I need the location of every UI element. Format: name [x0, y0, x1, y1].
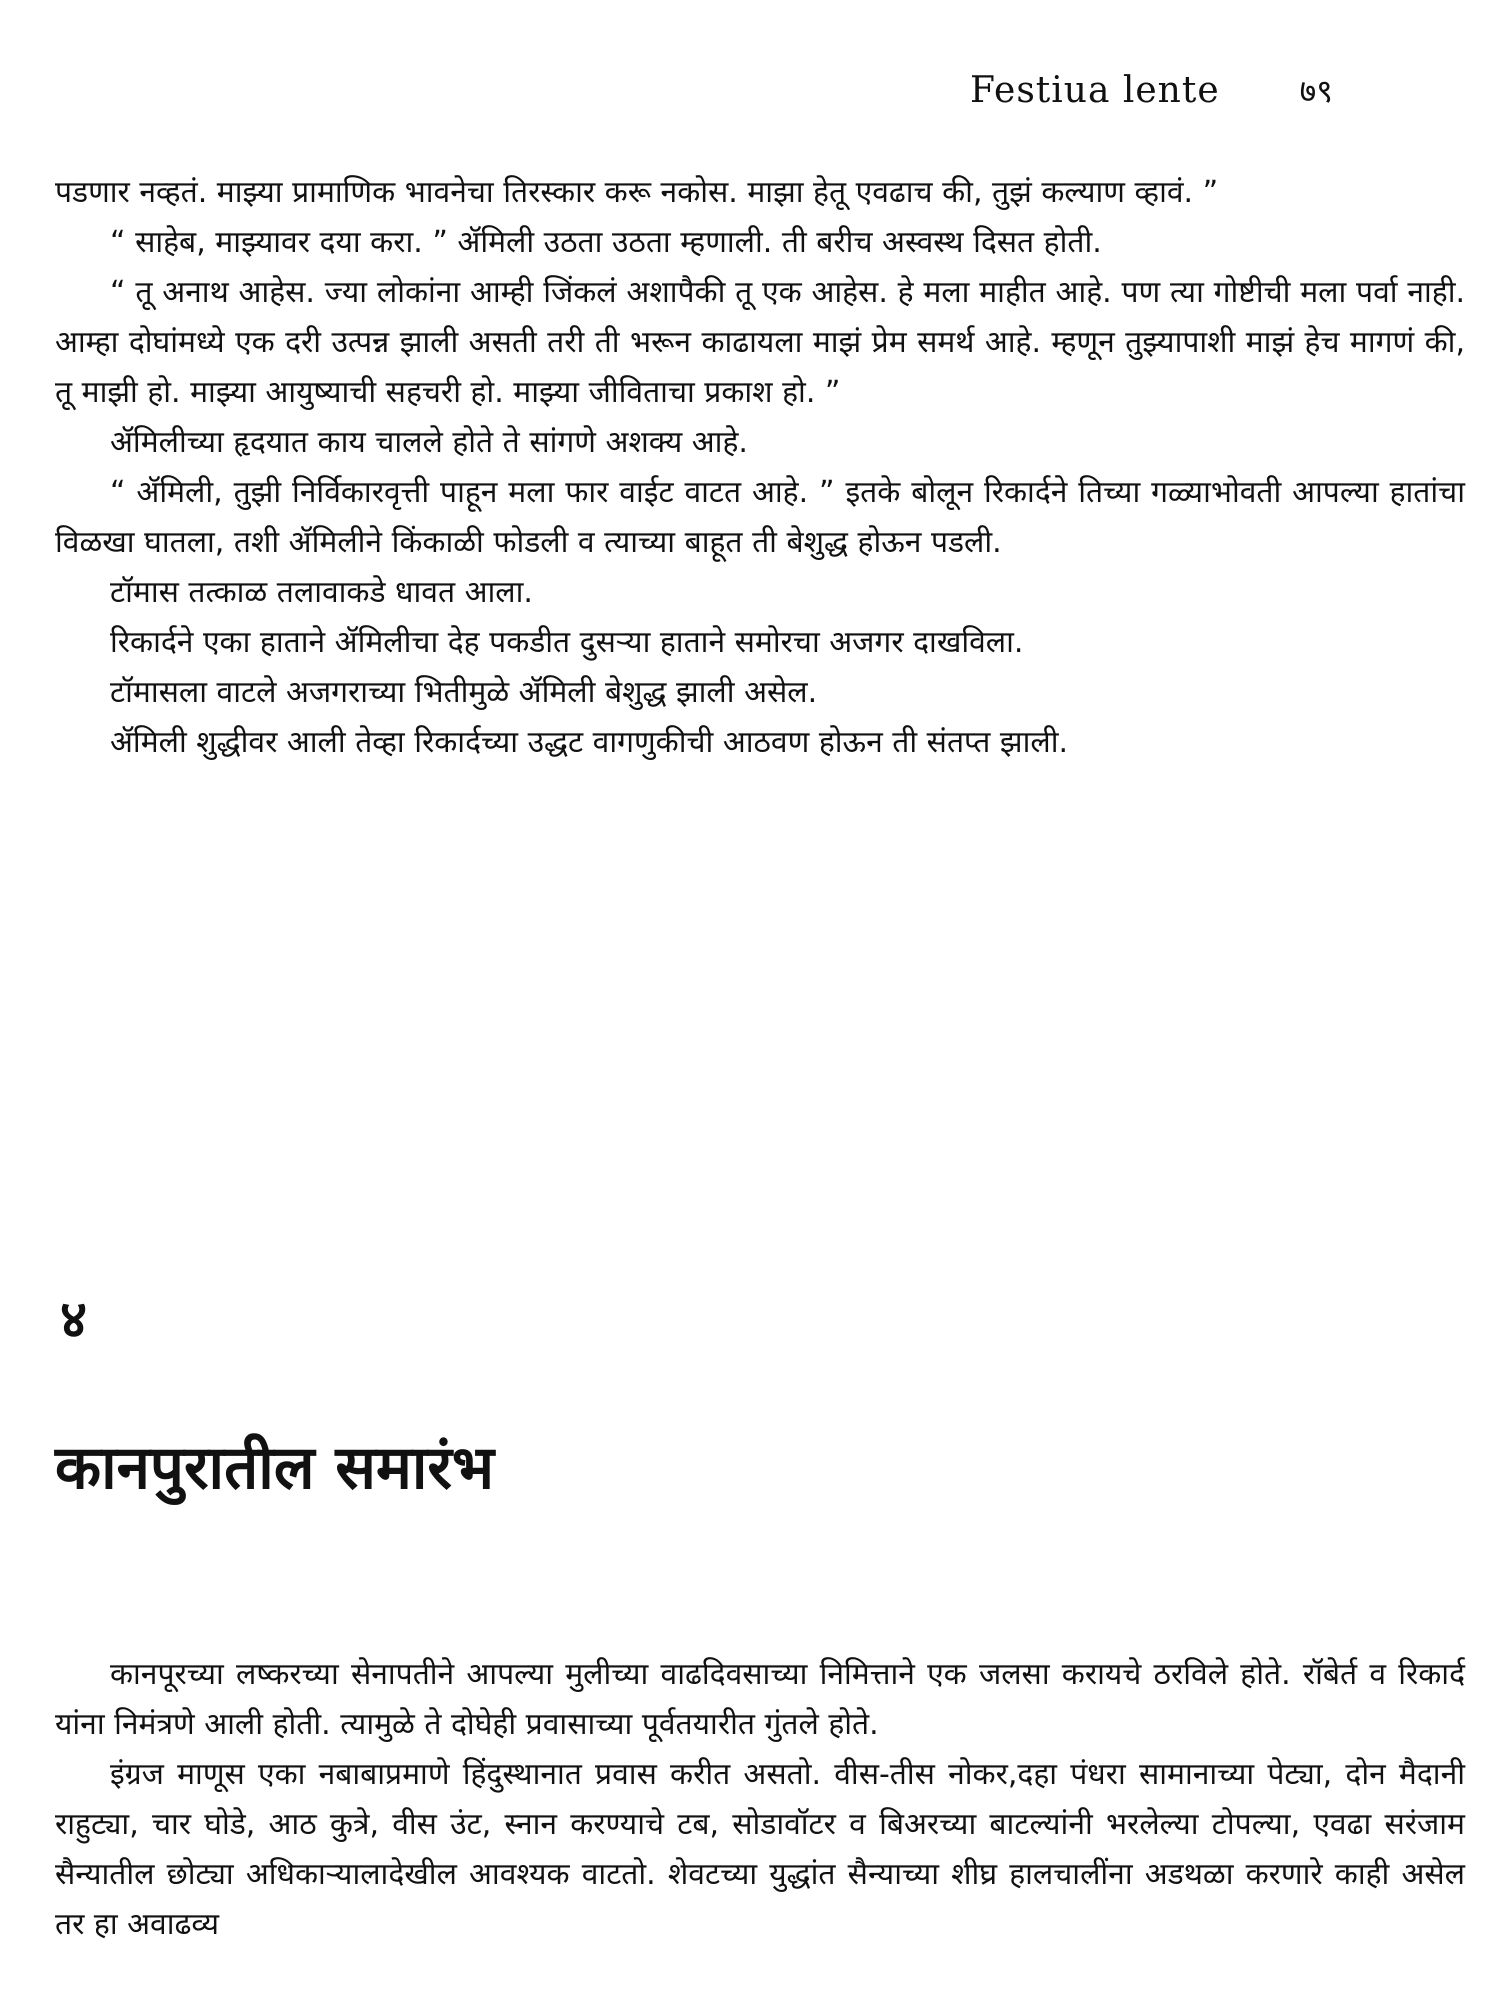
- chapter-4-text: [55, 1650, 1465, 1950]
- paragraph: ॲमिली शुद्धीवर आली तेव्हा रिकार्दच्या उद्धट वागणुकीची आठवण होऊन ती संतप्त झाली.: [110, 725, 1069, 760]
- paragraph: पडणार नव्हतं. माझ्या प्रामाणिक भावनेचा तिरस्कार करू नकोस. माझा हेतू एवढाच की, तुझं कल्याण व्हावं. ”: [55, 175, 1219, 210]
- paragraph: इंग्रज माणूस एका नबाबाप्रमाणे हिंदुस्थानात प्रवास करीत असतो. वीस-तीस नोकर,दहा पंधरा सामानाच्या पेट्या, दोन मैदानी राहुट्या, चार घोडे, आठ कुत्रे, वीस उंट, स्नान करण्याचे टब, सोडावॉटर व बिअरच्या बाटल्यांनी भरलेल्या टोपल्या, एवढा सरंजाम सैन्यातील छोट्या अधिकाऱ्यालादेखील आवश्यक वाटतो. शेवटच्या युद्धांत सैन्याच्या शीघ्र हालचालींना अडथळा करणारे काही असेल तर हा अवाढव्य: [55, 1757, 1465, 1942]
- running-head: [970, 62, 1460, 118]
- paragraph: “ साहेब, माझ्यावर दया करा. ” ॲमिली उठता उठता म्हणाली. ती बरीच अस्वस्थ दिसत होती.: [110, 225, 1102, 260]
- chapter-3-ending-text: [55, 168, 1465, 768]
- chapter-number: ४: [60, 1290, 88, 1350]
- page-number: ७९: [1299, 71, 1333, 110]
- paragraph: कानपूरच्या लष्करच्या सेनापतीने आपल्या मुलीच्या वाढदिवसाच्या निमित्ताने एक जलसा करायचे ठरविले होते. रॉबेर्त व रिकार्द यांना निमंत्रणे आली होती. त्यामुळे ते दोघेही प्रवासाच्या पूर्वतयारीत गुंतले होते.: [55, 1657, 1465, 1742]
- running-title: Festiua lente: [970, 69, 1220, 111]
- paragraph: “ तू अनाथ आहेस. ज्या लोकांना आम्ही जिंकलं अशापैकी तू एक आहेस. हे मला माहीत आहे. पण त्या गोष्टीची मला पर्वा नाही. आम्हा दोघांमध्ये एक दरी उत्पन्न झाली असती तरी ती भरून काढायला माझं प्रेम समर्थ आहे. म्हणून तुझ्यापाशी माझं हेच मागणं की, तू माझी हो. माझ्या आयुष्याची सहचरी हो. माझ्या जीविताचा प्रकाश हो. ”: [55, 275, 1465, 410]
- paragraph: रिकार्दने एका हाताने ॲमिलीचा देह पकडीत दुसऱ्या हाताने समोरचा अजगर दाखविला.: [110, 625, 1024, 660]
- paragraph: “ ॲमिली, तुझी निर्विकारवृत्ती पाहून मला फार वाईट वाटत आहे. ” इतके बोलून रिकार्दने तिच्या गळ्याभोवती आपल्या हातांचा विळखा घातला, तशी ॲमिलीने किंकाळी फोडली व त्याच्या बाहूत ती बेशुद्ध होऊन पडली.: [55, 475, 1466, 560]
- paragraph: टॉमासला वाटले अजगराच्या भितीमुळे ॲमिली बेशुद्ध झाली असेल.: [110, 675, 818, 710]
- paragraph: ॲमिलीच्या हृदयात काय चालले होते ते सांगणे अशक्य आहे.: [110, 425, 748, 460]
- chapter-title: कानपुरातील समारंभ: [55, 1433, 495, 1503]
- paragraph: टॉमास तत्काळ तलावाकडे धावत आला.: [110, 575, 533, 610]
